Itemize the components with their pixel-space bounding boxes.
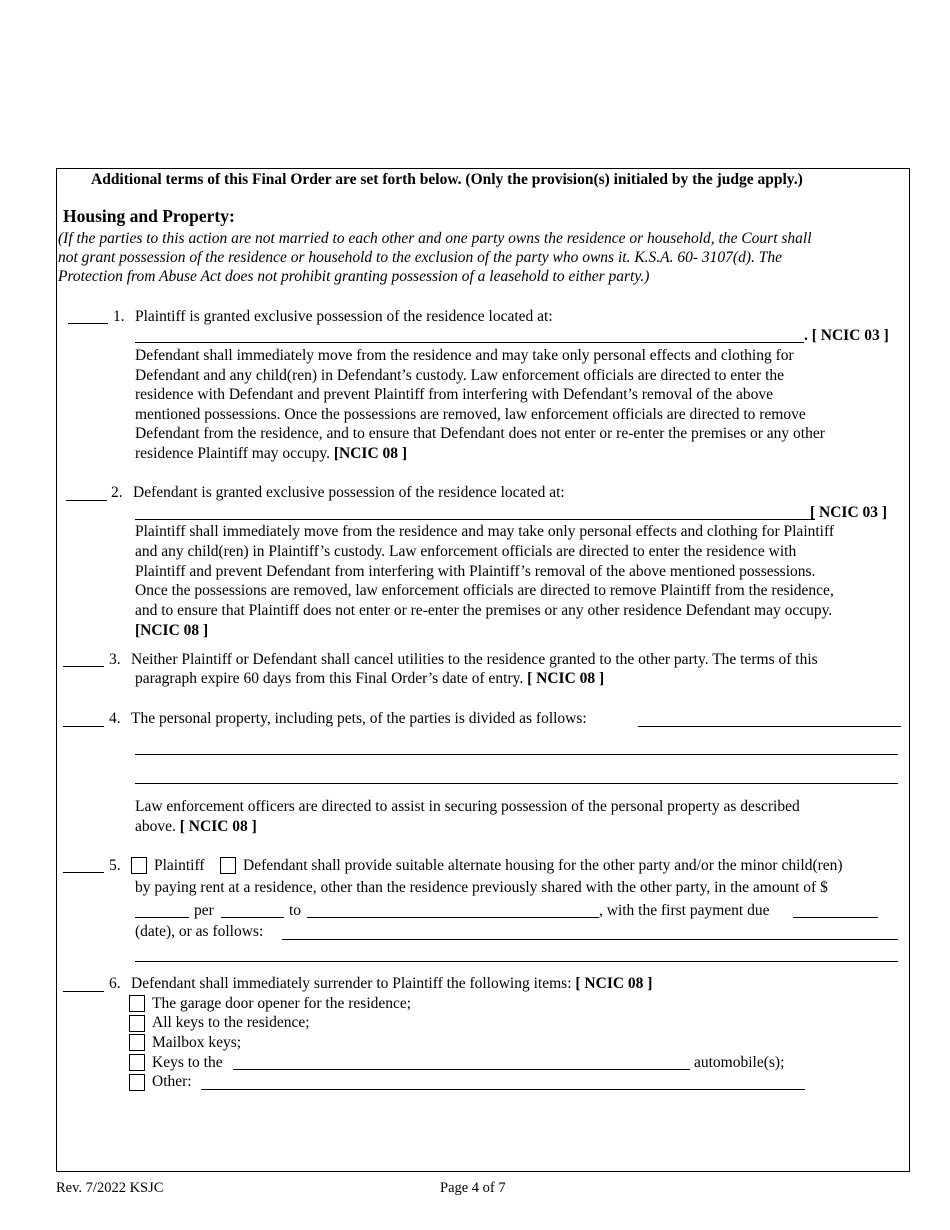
- item5-initial-blank[interactable]: [63, 872, 104, 873]
- item4-body-line-2: above. [ NCIC 08 ]: [135, 818, 257, 835]
- item5-payee-blank[interactable]: [307, 917, 599, 918]
- item6-automobile-blank[interactable]: [233, 1069, 690, 1070]
- item3-line-1: Neither Plaintiff or Defendant shall cancel utilities to the residence granted to the other party. The terms of this: [131, 651, 818, 668]
- additional-terms-header: Additional terms of this Final Order are set forth below. (Only the provision(s) initialed by the judge apply.): [91, 171, 803, 188]
- item6-other-label: Other:: [152, 1073, 192, 1090]
- item1-address-line[interactable]: [135, 342, 804, 343]
- item1-body-line-4: mentioned possessions. Once the possessions are removed, law enforcement officials are directed to remove: [135, 406, 806, 423]
- item2-body-line-1: Plaintiff shall immediately move from the residence and may take only personal effects and clothing for Plaintiff: [135, 523, 835, 540]
- section-title: Housing and Property:: [63, 206, 235, 226]
- item4-initial-blank[interactable]: [63, 726, 104, 727]
- item5-to: to: [289, 902, 302, 919]
- item1-body-line-6: residence Plaintiff may occupy. [NCIC 08 ]: [135, 445, 408, 462]
- item2-address-line[interactable]: [135, 519, 815, 520]
- item3-line-2: paragraph expire 60 days from this Final Order’s date of entry. [ NCIC 08 ]: [135, 670, 605, 687]
- section-note-line-3: Protection from Abuse Act does not prohibit granting possession of a leasehold to either party.): [58, 268, 650, 285]
- item5-plaintiff-checkbox[interactable]: [131, 857, 147, 874]
- item5-defendant-checkbox[interactable]: [220, 857, 236, 874]
- item1-initial-blank[interactable]: [68, 323, 108, 324]
- item5-first-payment: , with the first payment due: [599, 902, 770, 919]
- item1-body-line-5: Defendant from the residence, and to ensure that Defendant does not enter or re-enter the premises or any other: [135, 425, 825, 442]
- item5-as-follows-line-2[interactable]: [135, 961, 898, 962]
- item4-body-line-1: Law enforcement officers are directed to assist in securing possession of the personal property as described: [135, 798, 800, 815]
- item2-intro: Defendant is granted exclusive possession of the residence located at:: [133, 484, 565, 501]
- section-note-line-1: (If the parties to this action are not married to each other and one party owns the residence or household, the Court shall: [58, 230, 812, 247]
- item3-initial-blank[interactable]: [63, 666, 104, 667]
- item1-body-line-2: Defendant and any child(ren) in Defendant’s custody. Law enforcement officials are directed to enter the: [135, 367, 785, 384]
- footer-revision: Rev. 7/2022 KSJC: [56, 1180, 164, 1196]
- item6-all-keys-checkbox[interactable]: [129, 1015, 145, 1032]
- item6-other-checkbox[interactable]: [129, 1074, 145, 1091]
- item6-intro: Defendant shall immediately surrender to Plaintiff the following items: [ NCIC 08 ]: [131, 975, 653, 992]
- item5-number: 5.: [109, 857, 121, 874]
- item6-number: 6.: [109, 975, 121, 992]
- item2-body-line-3: Plaintiff and prevent Defendant from interfering with Plaintiff’s removal of the above mentioned possessions.: [135, 563, 816, 580]
- item4-division-line-2[interactable]: [135, 754, 898, 755]
- section-note-line-2: not grant possession of the residence or household to the exclusion of the party who owns it. K.S.A. 60- 3107(d). The: [58, 249, 782, 266]
- item6-mailbox-keys-checkbox[interactable]: [129, 1034, 145, 1051]
- item6-mailbox-keys-label: Mailbox keys;: [152, 1034, 242, 1051]
- item4-division-line-3[interactable]: [135, 783, 898, 784]
- item5-as-follows-line-1[interactable]: [282, 939, 898, 940]
- item1-intro: Plaintiff is granted exclusive possession of the residence located at:: [135, 308, 553, 325]
- item6-automobile-label: automobile(s);: [694, 1054, 785, 1071]
- item1-ncic-03: . [ NCIC 03 ]: [804, 327, 889, 344]
- item2-body-line-4: Once the possessions are removed, law enforcement officials are directed to remove Plaintiff from the residence,: [135, 582, 834, 599]
- item1-body-line-3: residence with Defendant and prevent Plaintiff from interfering with Defendant’s removal of the above: [135, 386, 774, 403]
- item2-initial-blank[interactable]: [66, 500, 107, 501]
- item4-number: 4.: [109, 710, 121, 727]
- item6-auto-keys-checkbox[interactable]: [129, 1054, 145, 1071]
- item6-garage-opener-checkbox[interactable]: [129, 995, 145, 1012]
- item2-body-line-2: and any child(ren) in Plaintiff’s custody. Law enforcement officials are directed to enter the residence with: [135, 543, 797, 560]
- item2-ncic-03: [ NCIC 03 ]: [810, 504, 888, 521]
- item4-intro: The personal property, including pets, of the parties is divided as follows:: [131, 710, 587, 727]
- item5-amount-blank[interactable]: [135, 917, 189, 918]
- item2-ncic-08: [NCIC 08 ]: [135, 622, 209, 639]
- item5-line-2: by paying rent at a residence, other than the residence previously shared with the other party, in the amount of $: [135, 879, 828, 896]
- item6-all-keys-label: All keys to the residence;: [152, 1014, 310, 1031]
- item6-garage-opener-label: The garage door opener for the residence;: [152, 995, 412, 1012]
- item1-number: 1.: [113, 308, 125, 325]
- item5-per: per: [194, 902, 214, 919]
- item5-due-date-blank[interactable]: [793, 917, 878, 918]
- item1-body-line-1: Defendant shall immediately move from the residence and may take only personal effects and clothing for: [135, 347, 794, 364]
- item6-auto-keys-label: Keys to the: [152, 1054, 223, 1071]
- item4-division-line-1[interactable]: [638, 726, 901, 727]
- item5-plaintiff-label: Plaintiff: [154, 857, 205, 874]
- item6-initial-blank[interactable]: [63, 991, 104, 992]
- item3-number: 3.: [109, 651, 121, 668]
- item2-number: 2.: [111, 484, 123, 501]
- footer-page-number: Page 4 of 7: [440, 1180, 506, 1196]
- item6-other-blank[interactable]: [201, 1089, 805, 1090]
- item2-body-line-5: and to ensure that Plaintiff does not enter or re-enter the premises or any other residence Defendant may occupy.: [135, 602, 833, 619]
- item5-period-blank[interactable]: [221, 917, 284, 918]
- item5-date-or: (date), or as follows:: [135, 923, 264, 940]
- item5-defendant-text: Defendant shall provide suitable alternate housing for the other party and/or the minor child(ren): [243, 857, 843, 874]
